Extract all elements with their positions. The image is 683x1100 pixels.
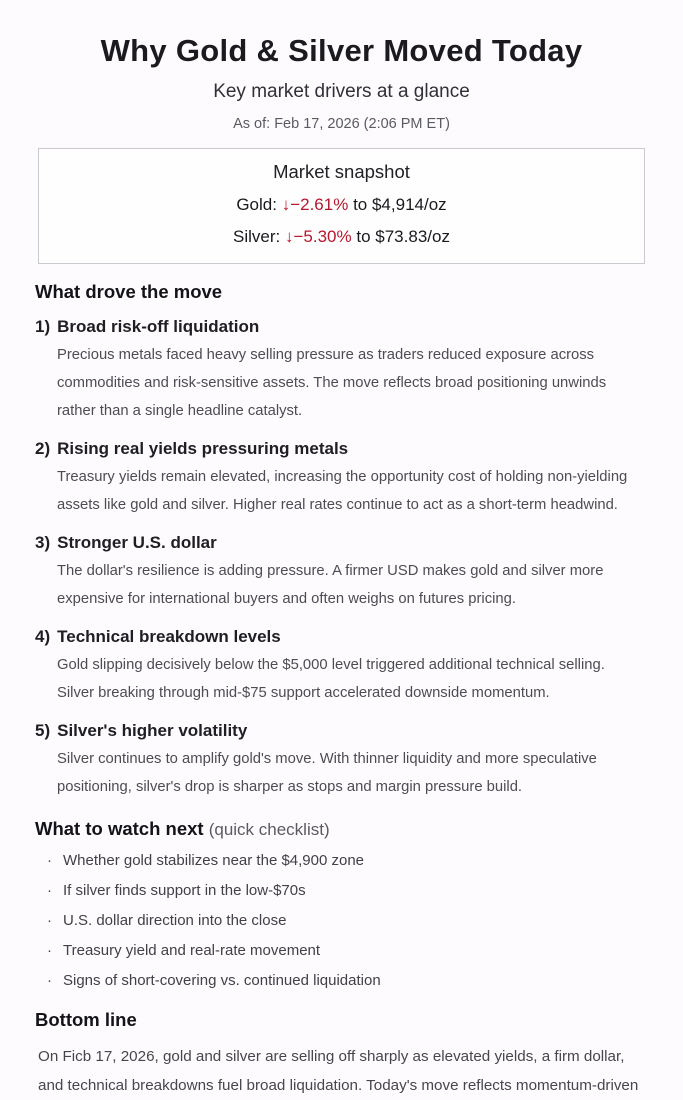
- watch-item-text: If silver finds support in the low-$70s: [63, 882, 306, 899]
- silver-price-value: to $73.83/oz: [356, 227, 450, 246]
- gold-price-value: to $4,914/oz: [353, 195, 447, 214]
- driver-2-number: 2): [35, 439, 51, 458]
- driver-item: [35, 627, 643, 707]
- drivers-section-heading: What drove the move: [35, 281, 223, 302]
- driver-3-title-text: Stronger U.S. dollar: [57, 533, 217, 552]
- watch-checklist: [47, 852, 643, 989]
- bullet-icon: ·: [47, 972, 52, 989]
- driver-1-number: 1): [35, 317, 51, 336]
- watch-item: [47, 882, 643, 899]
- snapshot-title: Market snapshot: [273, 161, 410, 182]
- main-content: [0, 281, 683, 1100]
- watch-item-text: Whether gold stabilizes near the $4,900 zone: [63, 852, 365, 869]
- driver-item: [35, 721, 643, 801]
- driver-1-title-text: Broad risk-off liquidation: [57, 317, 260, 336]
- driver-5-title-text: Silver's higher volatility: [57, 721, 248, 740]
- watch-item: [47, 942, 643, 959]
- driver-4-number: 4): [35, 627, 51, 646]
- bottom-line-body: On Ficb 17, 2026, gold and silver are selling off sharply as elevated yields, a firm dollar, and technical breakdowns fuel broad liquidation. Today's move reflects momentum-driven: [38, 1048, 639, 1094]
- driver-5-number: 5): [35, 721, 51, 740]
- driver-item: [35, 439, 643, 519]
- driver-5-body: Silver continues to amplify gold's move. With thinner liquidity and more speculative positioning, silver's drop is sharper as stops and margin pressure build.: [57, 751, 597, 795]
- watch-heading-note: (quick checklist): [208, 820, 330, 839]
- driver-2-title: [35, 439, 643, 459]
- watch-item: [47, 912, 643, 929]
- driver-2-title-text: Rising real yields pressuring metals: [57, 439, 349, 458]
- watch-item-text: U.S. dollar direction into the close: [63, 912, 287, 929]
- as-of-timestamp: As of: Feb 17, 2026 (2:06 PM ET): [233, 116, 450, 132]
- market-snapshot-box: [38, 148, 645, 264]
- page-subtitle: Key market drivers at a glance: [213, 81, 470, 102]
- watch-heading-text: What to watch next: [35, 818, 204, 839]
- driver-4-body: Gold slipping decisively below the $5,000 level triggered additional technical selling. Silver breaking through mid-$75 support accelerated downside momentum.: [57, 657, 605, 701]
- watch-item: [47, 972, 643, 989]
- page-title: Why Gold & Silver Moved Today: [100, 33, 583, 68]
- gold-change-value: ↓−2.61%: [281, 195, 349, 214]
- driver-item: [35, 533, 643, 613]
- driver-5-title: [35, 721, 643, 741]
- watch-item-text: Signs of short-covering vs. continued liquidation: [63, 972, 381, 989]
- driver-4-title: [35, 627, 643, 647]
- bullet-icon: ·: [47, 852, 52, 869]
- driver-1-title: [35, 317, 643, 337]
- driver-1-body: Precious metals faced heavy selling pressure as traders reduced exposure across commodities and risk-sensitive assets. The move reflects broad positioning unwinds rather than a single headline catalyst.: [57, 347, 607, 419]
- driver-3-title: [35, 533, 643, 553]
- silver-snapshot-row: [39, 227, 644, 247]
- bullet-icon: ·: [47, 912, 52, 929]
- watch-section-heading: [35, 818, 643, 840]
- gold-label: Gold:: [236, 195, 277, 214]
- driver-3-body: The dollar's resilience is adding pressure. A firmer USD makes gold and silver more expensive for international buyers and often weighs on futures pricing.: [57, 563, 604, 607]
- watch-item: [47, 852, 643, 869]
- silver-label: Silver:: [233, 227, 281, 246]
- driver-2-body: Treasury yields remain elevated, increasing the opportunity cost of holding non-yielding assets like gold and silver. Higher real rates continue to act as a short-term headwind.: [57, 469, 628, 513]
- driver-4-title-text: Technical breakdown levels: [57, 627, 281, 646]
- silver-change-value: ↓−5.30%: [285, 227, 352, 246]
- bullet-icon: ·: [47, 882, 52, 899]
- driver-item: [35, 317, 643, 425]
- bullet-icon: ·: [47, 942, 52, 959]
- gold-snapshot-row: [39, 195, 644, 215]
- watch-item-text: Treasury yield and real-rate movement: [63, 942, 321, 959]
- driver-3-number: 3): [35, 533, 51, 552]
- bottom-line-heading: Bottom line: [35, 1009, 137, 1030]
